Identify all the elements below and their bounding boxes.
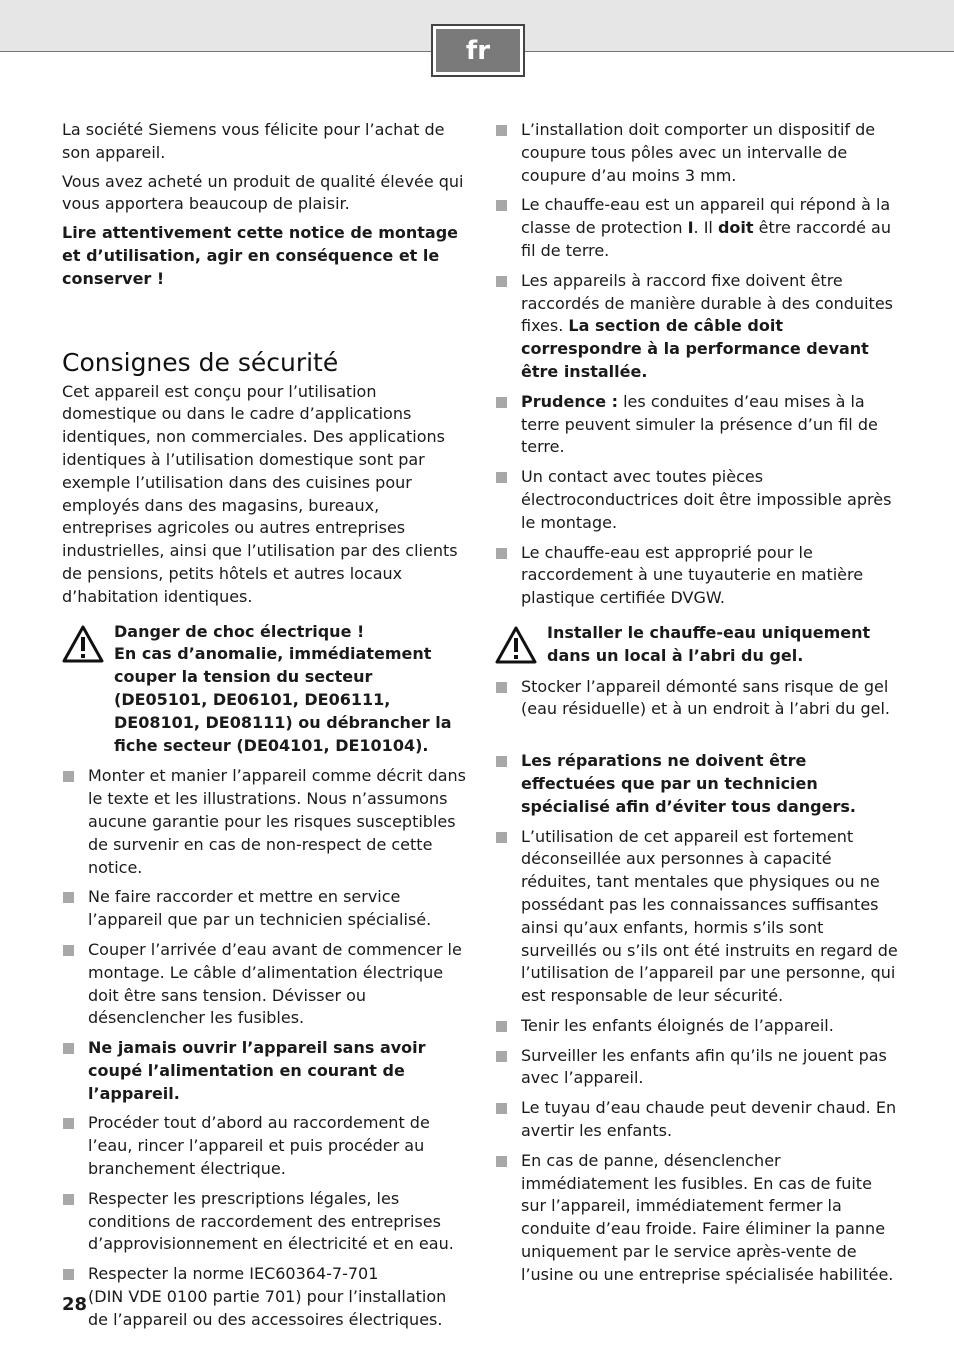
bullet-square-icon xyxy=(63,771,74,782)
left-column xyxy=(62,119,466,1339)
intro xyxy=(62,119,466,291)
bullet-square-icon xyxy=(63,1043,74,1054)
bullet-square-icon xyxy=(496,472,507,483)
warning-electric-shock xyxy=(62,621,466,758)
bullet-square-icon xyxy=(496,548,507,559)
list-item: Surveiller les enfants afin qu’ils ne jouent pas avec l’appareil. xyxy=(495,1045,900,1091)
section-paragraph: Cet appareil est conçu pour l’utilisation domestique ou dans le cadre d’applications identiques, non commerciales. Des applications identiques à l’utilisation domestique sont par exemple l’utilisation dans des cuisines pour employés dans des magasins, bureaux, entreprises agricoles ou autres entreprises industrielles, ainsi que l’utilisation par des clients de pensions, petits hôtels et autres locaux d’habitation identiques. xyxy=(62,381,458,606)
warning-title: Danger de choc électrique ! xyxy=(114,621,365,641)
list-item: Prudence : les conduites d’eau mises à la terre peuvent simuler la présence d’un fil de terre. xyxy=(495,391,900,459)
language-tab xyxy=(431,24,525,77)
right-list-2 xyxy=(495,676,900,722)
language-label: fr xyxy=(436,29,520,72)
bullet-square-icon xyxy=(496,1021,507,1032)
list-item: Respecter la norme IEC60364-7-701 (DIN VDE 0100 partie 701) pour l’installation de l’appareil ou des accessoires électriques. xyxy=(62,1263,466,1331)
warning-triangle-icon xyxy=(62,625,104,663)
list-item: Le chauffe-eau est un appareil qui répond à la classe de protection I. Il doit être raccordé au fil de terre. xyxy=(495,194,900,262)
bullet-square-icon xyxy=(496,397,507,408)
bullet-square-icon xyxy=(63,1269,74,1280)
section-title: Consignes de sécurité xyxy=(62,347,339,377)
bullet-square-icon xyxy=(496,1156,507,1167)
page-number: 28 xyxy=(62,1294,88,1315)
list-item: En cas de panne, désenclencher immédiatement les fusibles. En cas de fuite sur l’appareil, immédiatement fermer la conduite d’eau froide. Faire éliminer la panne uniquement par le service après-vente de l’usine ou une entreprise spécialisée habilitée. xyxy=(495,1150,900,1287)
list-item: Couper l’arrivée d’eau avant de commencer le montage. Le câble d’alimentation électrique doit être sans tension. Dévisser ou désenclencher les fusibles. xyxy=(62,939,466,1030)
list-item: L’utilisation de cet appareil est fortement déconseillée aux personnes à capacité réduites, tant mentales que physiques ou ne possédant pas les connaissances suffisantes ainsi qu’aux enfants, hormis s’ils sont surveillés ou s’ils ont été instruits en regard de l’utilisation de l’appareil par une personne, qui est responsable de leur sécurité. xyxy=(495,826,900,1008)
bullet-square-icon xyxy=(496,125,507,136)
bullet-square-icon xyxy=(63,1118,74,1129)
list-item: Monter et manier l’appareil comme décrit dans le texte et les illustrations. Nous n’assumons aucune garantie pour les risques susceptibles de survenir en cas de non-respect de cette notice. xyxy=(62,765,466,879)
warning-triangle-icon xyxy=(495,626,537,664)
list-item: Stocker l’appareil démonté sans risque de gel (eau résiduelle) et à un endroit à l’abri du gel. xyxy=(495,676,900,722)
list-item: Procéder tout d’abord au raccordement de l’eau, rincer l’appareil et puis procéder au branchement électrique. xyxy=(62,1112,466,1180)
bullet-square-icon xyxy=(496,832,507,843)
list-item: Le tuyau d’eau chaude peut devenir chaud. En avertir les enfants. xyxy=(495,1097,900,1143)
right-list xyxy=(495,119,900,610)
bullet-square-icon xyxy=(496,756,507,767)
intro-bold-paragraph: Lire attentivement cette notice de montage et d’utilisation, agir en conséquence et le conserver ! xyxy=(62,223,459,288)
list-item: Les réparations ne doivent être effectuées que par un technicien spécialisé afin d’éviter tous dangers. xyxy=(495,750,900,818)
list-item: Ne jamais ouvrir l’appareil sans avoir coupé l’alimentation en courant de l’appareil. xyxy=(62,1037,466,1105)
list-item: Tenir les enfants éloignés de l’appareil. xyxy=(495,1015,900,1038)
intro-paragraph: La société Siemens vous félicite pour l’achat de son appareil. xyxy=(62,120,445,162)
left-list xyxy=(62,765,466,1331)
right-list-3 xyxy=(495,750,900,1287)
bullet-square-icon xyxy=(496,276,507,287)
warning-text: En cas d’anomalie, immédiatement couper la tension du secteur (DE05101, DE06101, DE06111, DE08101, DE08111) ou débrancher la fiche secteur (DE04101, DE10104). xyxy=(114,644,452,755)
list-item: Respecter les prescriptions légales, les conditions de raccordement des entreprises d’approvisionnement en électricité et en eau. xyxy=(62,1188,466,1256)
bullet-square-icon xyxy=(63,945,74,956)
bullet-square-icon xyxy=(496,1103,507,1114)
bullet-square-icon xyxy=(496,1051,507,1062)
bullet-square-icon xyxy=(63,1194,74,1205)
list-item: Ne faire raccorder et mettre en service l’appareil que par un technicien spécialisé. xyxy=(62,886,466,932)
bullet-square-icon xyxy=(496,200,507,211)
list-item: Le chauffe-eau est approprié pour le raccordement à une tuyauterie en matière plastique certifiée DVGW. xyxy=(495,542,900,610)
bullet-square-icon xyxy=(63,892,74,903)
warning-text: Installer le chauffe-eau uniquement dans un local à l’abri du gel. xyxy=(547,622,871,665)
right-column xyxy=(495,119,900,1294)
list-item: Les appareils à raccord fixe doivent être raccordés de manière durable à des conduites fixes. La section de câble doit correspondre à la performance devant être installée. xyxy=(495,270,900,384)
warning-frost xyxy=(495,622,900,668)
bullet-square-icon xyxy=(496,682,507,693)
list-item: L’installation doit comporter un dispositif de coupure tous pôles avec un intervalle de coupure d’au moins 3 mm. xyxy=(495,119,900,187)
list-item: Un contact avec toutes pièces électroconductrices doit être impossible après le montage. xyxy=(495,466,900,534)
intro-paragraph: Vous avez acheté un produit de qualité élevée qui vous apportera beaucoup de plaisir. xyxy=(62,171,464,214)
